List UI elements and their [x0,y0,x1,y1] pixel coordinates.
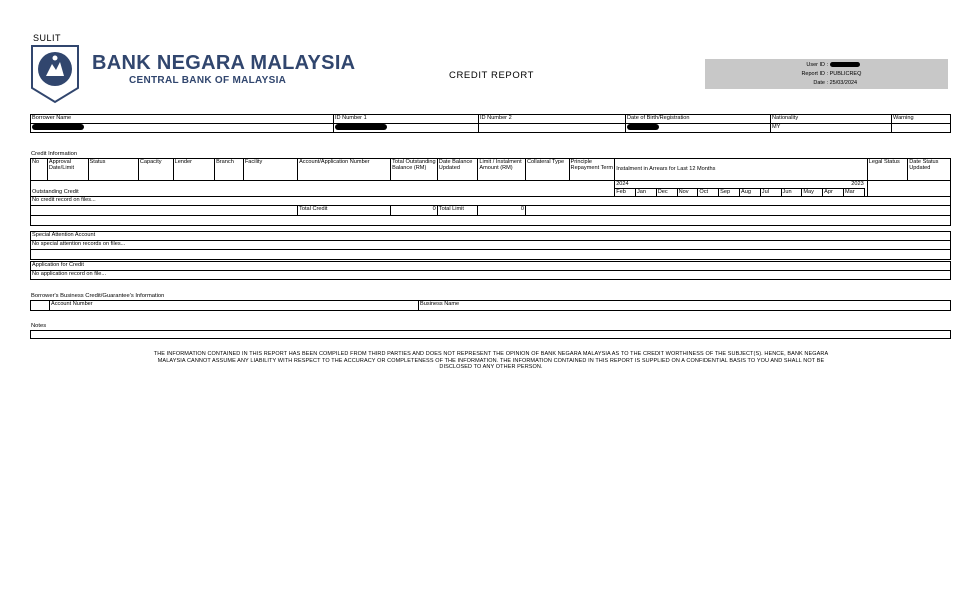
month-cell: May [802,189,823,197]
col-total-outstanding: Total Outstanding Balance (RM) [391,159,438,181]
redacted-dob [627,124,659,130]
col-legal-status: Legal Status [867,159,907,181]
disclaimer-line-1: THE INFORMATION CONTAINED IN THIS REPORT HAS BEEN COMPILED FROM THIRD PARTIES AND DOES NOT REPRESENT THE OPINION OF BANK NEGARA MALAYSIA AS TO THE CREDIT WORTHINESS OF THE SUBJECT(S). HENCE, BANK NEGARA [153,351,829,357]
month-cell: Nov [677,189,698,197]
year-row [615,181,868,189]
col-collateral-type: Collateral Type [525,159,569,181]
empty-row [31,250,951,260]
col-principle-repayment: Principle Repayment Term [569,159,615,181]
month-cell: Dec [656,189,677,197]
total-limit-label: Total Limit [437,206,478,216]
warning-value [892,124,951,133]
spacer-right [867,181,950,189]
application-table [30,261,951,280]
redacted-name [32,124,84,130]
notes-title: Notes [31,323,47,329]
dob-header: Date of Birth/Registration [626,115,771,124]
id-number-2-value [479,124,626,133]
col-status: Status [88,159,138,181]
report-title: CREDIT REPORT [449,70,535,81]
report-id-label: Report ID [801,71,825,77]
total-limit-value: 0 [478,206,526,216]
month-cell: Mar [843,189,864,197]
month-cell: Jun [781,189,802,197]
total-credit-label: Total Credit [298,206,391,216]
year-start: 2024 [616,181,629,187]
spacer-row [31,181,615,189]
no-credit-records: No credit record on files... [31,197,951,206]
year-end: 2023 [851,181,864,187]
outstanding-credit-label: Outstanding Credit [31,189,615,197]
application-no-records: No application record on file... [31,271,951,280]
month-cell: Aug [739,189,760,197]
report-id-value: : PUBLICREQ [826,71,862,77]
col-branch: Branch [215,159,244,181]
bank-name: BANK NEGARA MALAYSIA [92,52,356,74]
month-cell: Feb [615,189,636,197]
col-account-number: Account/Application Number [298,159,391,181]
date-label: Date [813,80,825,86]
col-date-status-updated: Date Status Updated [908,159,951,181]
id-number-2-header: ID Number 2 [479,115,626,124]
id-number-1-value [334,124,479,133]
id-number-1-header: ID Number 1 [334,115,479,124]
totals-spacer [31,206,298,216]
business-no-col [31,301,50,311]
col-no: No [31,159,48,181]
user-id-label: User ID [806,62,825,68]
user-info-box [705,59,948,89]
col-capacity: Capacity [138,159,173,181]
month-cell: Oct [698,189,719,197]
col-limit-instalment: Limit / Instalment Amount (RM) [478,159,526,181]
col-instalment-arrears: Instalment in Arrears for Last 12 Months [615,159,868,181]
month-cell: Sep [719,189,740,197]
special-attention-title: Special Attention Account [31,232,951,241]
classification-label: SULIT [33,33,62,43]
borrower-table [30,114,951,133]
credit-info-title: Credit Information [31,151,78,157]
bnm-logo-icon [30,44,80,104]
col-date-balance-updated: Date Balance Updated [437,159,478,181]
col-facility: Facility [243,159,297,181]
special-attention-table [30,231,951,260]
col-lender: Lender [173,159,215,181]
redacted-user-id [830,62,860,67]
user-id-colon: : [826,62,829,68]
nationality-value: MY [771,124,892,133]
month-spacer-right [867,189,950,197]
totals-spacer-right [525,206,950,216]
borrower-name-value [31,124,334,133]
business-name-header: Business Name [419,301,951,311]
business-account-number-header: Account Number [50,301,419,311]
notes-content [31,331,951,339]
col-approval-date: Approval Date/Limit [47,159,88,181]
warning-header: Warning [892,115,951,124]
total-credit-value: 0 [391,206,438,216]
disclaimer-line-2: MALAYSIA CANNOT ASSUME ANY LIABILITY WITH RESPECT TO THE ACCURACY OR COMPLETENESS OF THE INFORMATION. THE INFORMATION CONTAINED IN THIS REPORT IS SUPPLIED ON A CONFIDENTIAL BASIS TO YOU AND SHALL NOT BE [157,357,825,364]
disclaimer [130,351,852,371]
business-table [30,300,951,311]
special-attention-no-records: No special attention records on files... [31,241,951,250]
borrower-name-header: Borrower Name [31,115,334,124]
redacted-id [335,124,387,130]
dob-value [626,124,771,133]
empty-row [31,216,951,226]
business-title: Borrower's Business Credit/Guarantee's Information [31,293,165,299]
credit-info-table [30,158,951,226]
month-cell: Jul [760,189,781,197]
date-value: : 25/03/2024 [826,80,858,86]
notes-table [30,330,951,339]
month-cell: Jan [635,189,656,197]
disclaimer-line-3: DISCLOSED TO ANY OTHER PERSON. [439,364,543,371]
application-title: Application for Credit [31,262,951,271]
month-cell: Apr [823,189,844,197]
nationality-header: Nationality [771,115,892,124]
bank-subtitle: CENTRAL BANK OF MALAYSIA [129,75,287,86]
